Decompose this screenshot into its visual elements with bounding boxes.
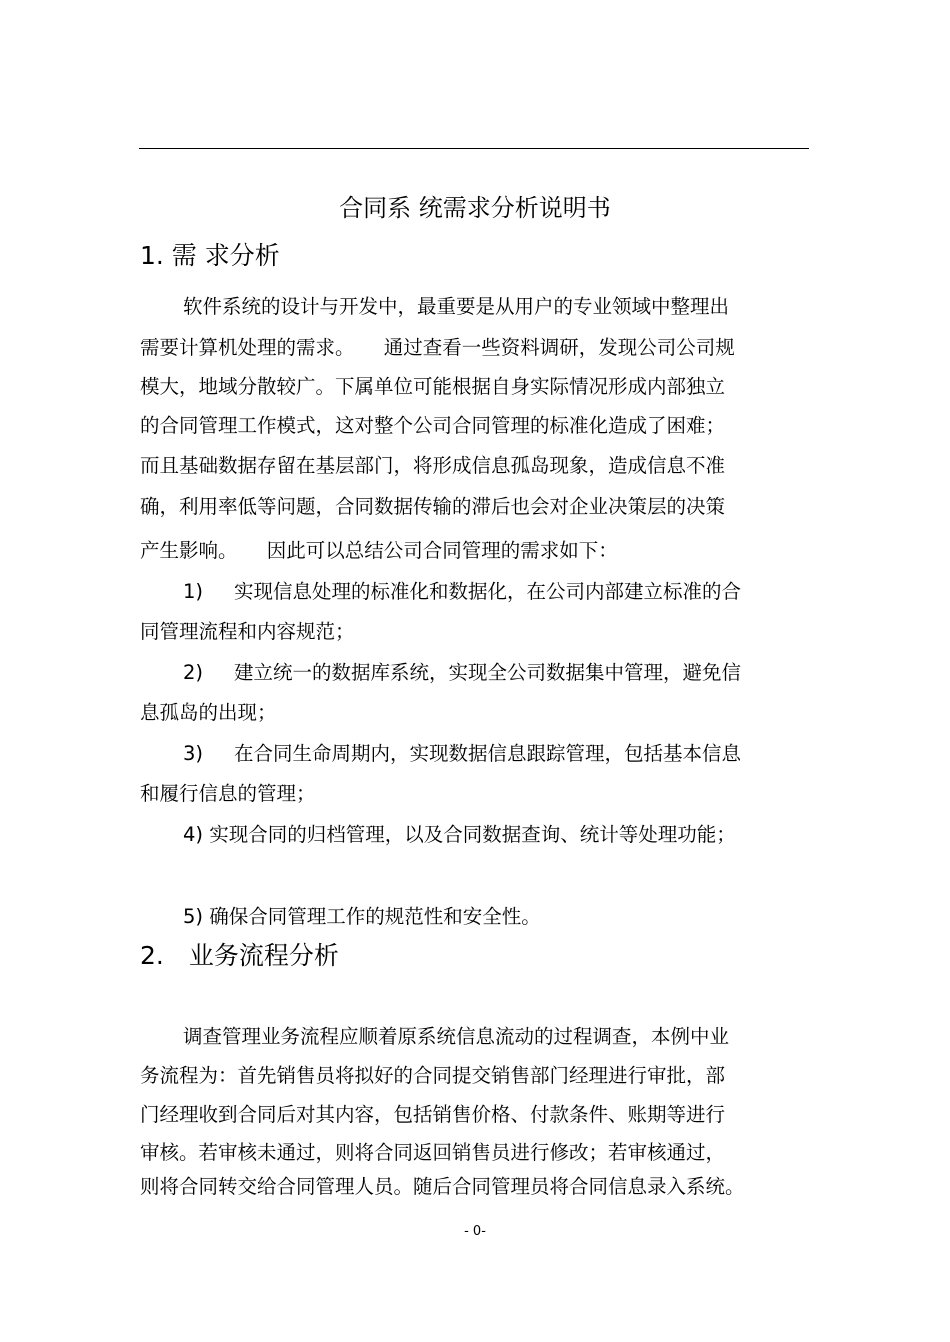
page-title: 合同系 统需求分析说明书 [339, 194, 611, 222]
section-2-heading: 2. 业务流程分析 [140, 941, 339, 970]
intro-line-4: 的合同管理工作模式，这对整个公司合同管理的标准化造成了困难； [140, 414, 726, 437]
process-line-1: 调查管理业务流程应顺着原系统信息流动的过程调查，本例中业 [183, 1025, 730, 1048]
item-1-continuation: 同管理流程和内容规范； [140, 620, 355, 643]
item-1-number: 1) [183, 580, 204, 603]
item-3-text: 在合同生命周期内，实现数据信息跟踪管理，包括基本信息 [234, 742, 742, 765]
header-rule [139, 148, 809, 149]
process-line-4: 审核。若审核未通过，则将合同返回销售员进行修改；若审核通过， [140, 1141, 726, 1164]
item-2-continuation: 息孤岛的出现； [140, 701, 277, 724]
item-4: 4) 实现合同的归档管理，以及合同数据查询、统计等处理功能； [183, 823, 736, 846]
page-number: - 0- [464, 1224, 486, 1239]
intro-line-7: 产生影响。 因此可以总结公司合同管理的需求如下： [140, 539, 618, 562]
process-line-5: 则将合同转交给合同管理人员。随后合同管理员将合同信息录入系统。 [140, 1175, 745, 1198]
intro-line-1: 软件系统的设计与开发中，最重要是从用户的专业领域中整理出 [183, 295, 730, 318]
item-1-text: 实现信息处理的标准化和数据化，在公司内部建立标准的合 [234, 580, 742, 603]
item-2-text: 建立统一的数据库系统，实现全公司数据集中管理，避免信 [234, 661, 742, 684]
intro-line-2: 需要计算机处理的需求。 通过查看一些资料调研，发现公司公司规 [140, 336, 735, 359]
item-2-number: 2) [183, 661, 204, 684]
process-line-2: 务流程为：首先销售员将拟好的合同提交销售部门经理进行审批，部 [140, 1064, 726, 1087]
intro-line-5: 而且基础数据存留在基层部门，将形成信息孤岛现象，造成信息不准 [140, 454, 726, 477]
item-3-continuation: 和履行信息的管理； [140, 782, 316, 805]
section-1-heading: 1. 需 求分析 [140, 241, 280, 270]
process-line-3: 门经理收到合同后对其内容，包括销售价格、付款条件、账期等进行 [140, 1103, 726, 1126]
item-3-number: 3) [183, 742, 204, 765]
intro-line-3: 模大，地域分散较广。下属单位可能根据自身实际情况形成内部独立 [140, 375, 726, 398]
intro-line-6: 确，利用率低等问题，合同数据传输的滞后也会对企业决策层的决策 [140, 495, 726, 518]
item-5: 5) 确保合同管理工作的规范性和安全性。 [183, 905, 541, 928]
